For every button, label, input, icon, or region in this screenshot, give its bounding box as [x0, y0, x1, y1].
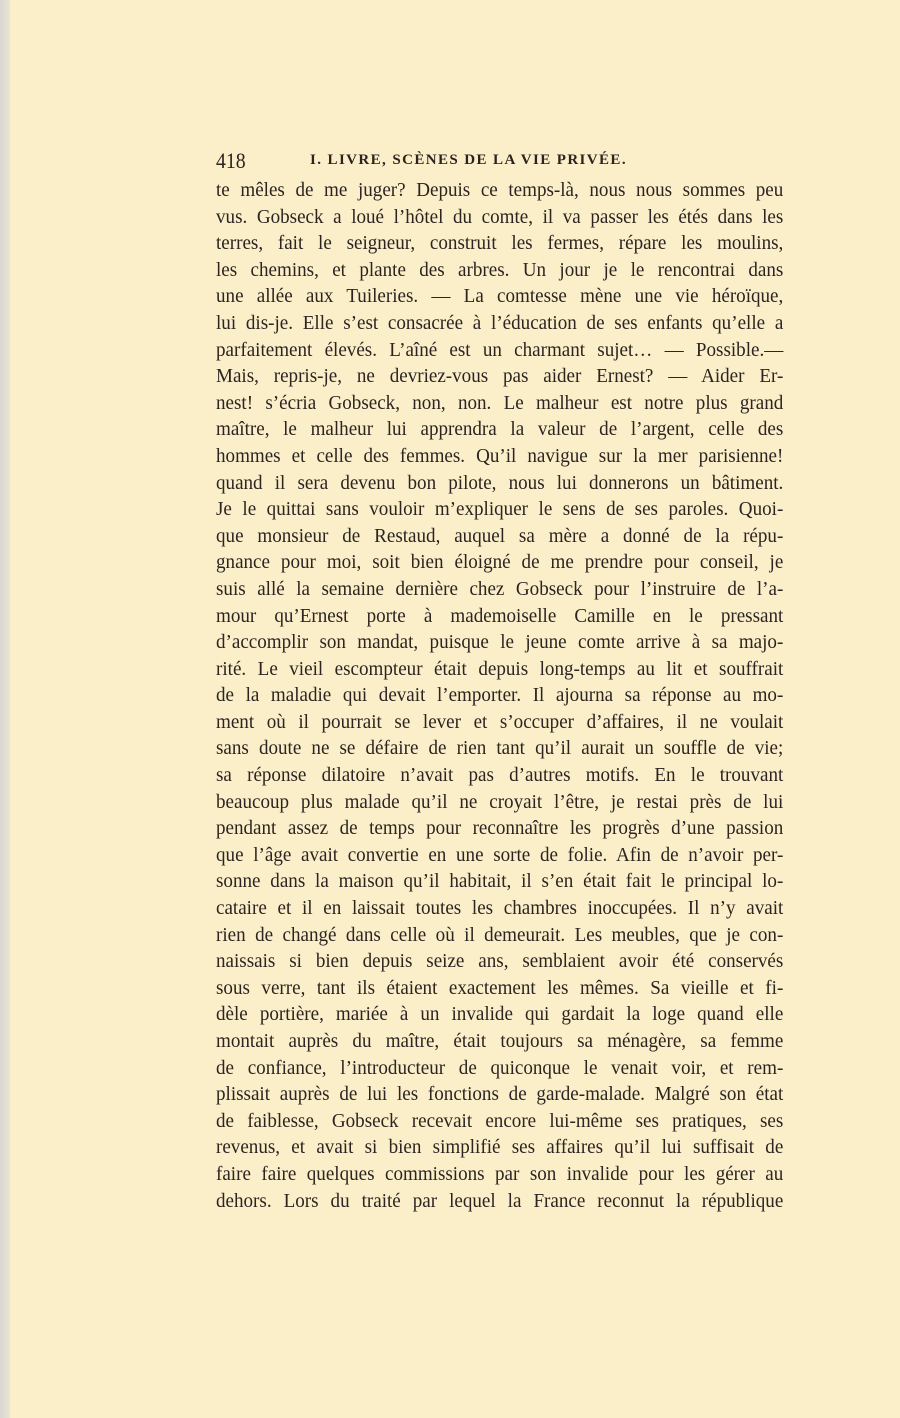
text-line: sa réponse dilatoire n’avait pas d’autres motifs. En le trouvant	[216, 764, 784, 787]
text-line: sans doute ne se défaire de rien tant qu’il aurait un souffle de vie;	[216, 737, 784, 760]
text-line: mour qu’Ernest porte à mademoiselle Camille en le pressant	[216, 604, 784, 627]
text-line: faire faire quelques commissions par son invalide pour les gérer au	[216, 1162, 784, 1185]
text-line: d’accomplir son mandat, puisque le jeune comte arrive à sa majo-	[216, 631, 784, 654]
text-line: quand il sera devenu bon pilote, nous lui donnerons un bâtiment.	[216, 471, 784, 494]
text-line: de confiance, l’introducteur de quiconque le venait voir, et rem-	[216, 1056, 784, 1079]
text-line: que l’âge avait convertie en une sorte de folie. Afin de n’avoir per-	[216, 843, 784, 866]
text-line: de faiblesse, Gobseck recevait encore lui-même ses pratiques, ses	[216, 1109, 784, 1132]
text-line: rité. Le vieil escompteur était depuis long-temps au lit et souffrait	[216, 657, 784, 680]
text-line: dèle portière, mariée à un invalide qui gardait la loge quand elle	[216, 1003, 784, 1026]
text-line: lui dis-je. Elle s’est consacrée à l’éducation de ses enfants qu’elle a	[216, 311, 784, 334]
text-line: ment où il pourrait se lever et s’occuper d’affaires, il ne voulait	[216, 710, 784, 733]
text-line: montait auprès du maître, était toujours sa ménagère, sa femme	[216, 1030, 784, 1052]
text-line: rien de changé dans celle où il demeurait. Les meubles, que je con-	[216, 923, 784, 946]
page-number: 418	[216, 148, 246, 173]
text-line: beaucoup plus malade qu’il ne croyait l’être, je restai près de lui	[216, 790, 784, 813]
page-header	[216, 146, 786, 176]
text-line: suis allé la semaine dernière chez Gobseck pour l’instruire de l’a-	[216, 577, 784, 600]
text-line: parfaitement élevés. L’aîné est un charmant sujet… — Possible.—	[216, 338, 784, 361]
text-line: plissait auprès de lui les fonctions de garde-malade. Malgré son état	[216, 1083, 784, 1106]
text-line: Je le quittai sans vouloir m’expliquer le sens de ses paroles. Quoi-	[216, 498, 784, 521]
text-line: que monsieur de Restaud, auquel sa mère a donné de la répu-	[216, 524, 784, 547]
text-line: une allée aux Tuileries. — La comtesse mène une vie héroïque,	[216, 285, 784, 308]
text-line: de la maladie qui devait l’emporter. Il ajourna sa réponse au mo-	[216, 684, 784, 707]
running-title: I. LIVRE, SCÈNES DE LA VIE PRIVÉE.	[310, 152, 627, 168]
text-line: maître, le malheur lui apprendra la valeur de l’argent, celle des	[216, 418, 784, 441]
text-line: gnance pour moi, soit bien éloigné de me prendre pour conseil, je	[216, 551, 784, 574]
text-line: vus. Gobseck a loué l’hôtel du comte, il va passer les étés dans les	[216, 205, 784, 228]
text-line: Mais, repris-je, ne devriez-vous pas aider Ernest? — Aider Er-	[216, 365, 784, 388]
text-line: sonne dans la maison qu’il habitait, il s’en était fait le principal lo-	[216, 870, 784, 893]
text-line: hommes et celle des femmes. Qu’il navigue sur la mer parisienne!	[216, 444, 784, 467]
text-line: nest! s’écria Gobseck, non, non. Le malheur est notre plus grand	[216, 391, 784, 414]
text-line: sous verre, tant ils étaient exactement les mêmes. Sa vieille et fi-	[216, 976, 784, 999]
text-line: les chemins, et plante des arbres. Un jour je le rencontrai dans	[216, 258, 784, 281]
text-line: cataire et il en laissait toutes les chambres inoccupées. Il n’y avait	[216, 897, 784, 920]
text-line: terres, fait le seigneur, construit les fermes, répare les moulins,	[216, 232, 784, 255]
text-line: naissais si bien depuis seize ans, semblaient avoir été conservés	[216, 950, 784, 973]
text-line: te mêles de me juger? Depuis ce temps-là, nous nous sommes peu	[216, 179, 784, 201]
text-line: pendant assez de temps pour reconnaître les progrès d’une passion	[216, 817, 784, 840]
text-line: revenus, et avait si bien simplifié ses affaires qu’il lui suffisait de	[216, 1136, 784, 1159]
body-text	[216, 177, 783, 1214]
scan-edge	[0, 0, 10, 1418]
text-line: dehors. Lors du traité par lequel la France reconnut la république	[216, 1189, 784, 1212]
